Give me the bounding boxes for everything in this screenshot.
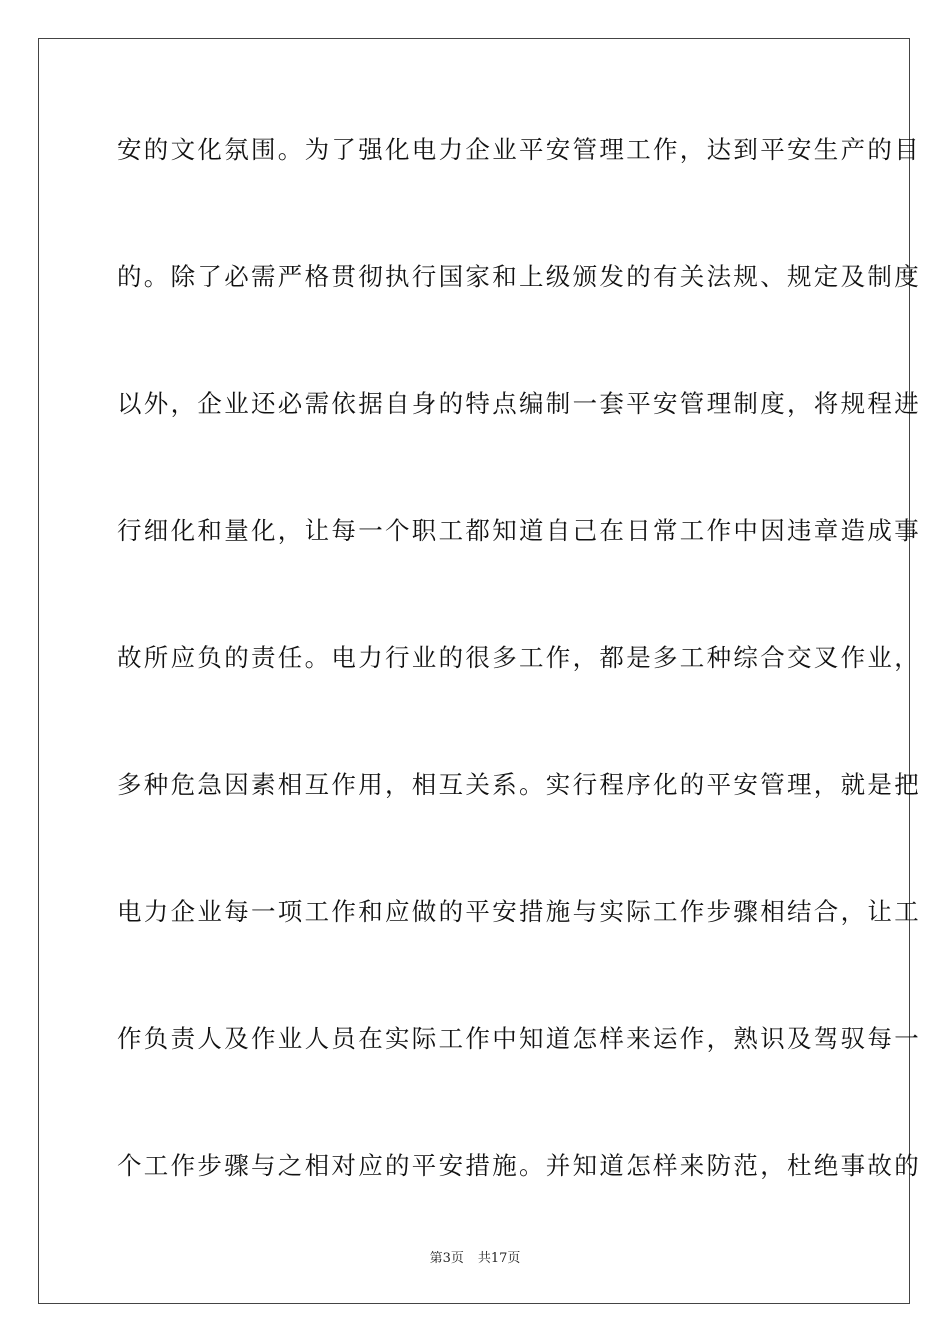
text-line: 多种危急因素相互作用，相互关系。实行程序化的平安管理，就是把 — [117, 770, 921, 799]
text-line: 故所应负的责任。电力行业的很多工作，都是多工种综合交叉作业， — [117, 643, 921, 672]
text-line: 的。除了必需严格贯彻执行国家和上级颁发的有关法规、规定及制度 — [117, 262, 921, 291]
text-line: 作负责人及作业人员在实际工作中知道怎样来运作，熟识及驾驭每一 — [117, 1024, 921, 1053]
text-line: 行细化和量化，让每一个职工都知道自己在日常工作中因违章造成事 — [117, 516, 921, 545]
document-body — [117, 125, 921, 1268]
text-line: 以外，企业还必需依据自身的特点编制一套平安管理制度，将规程进 — [117, 389, 921, 418]
page-total: 共17页 — [477, 1251, 521, 1266]
page-footer — [0, 1247, 950, 1266]
text-line: 电力企业每一项工作和应做的平安措施与实际工作步骤相结合，让工 — [117, 897, 921, 926]
page-number: 第3页 — [429, 1251, 464, 1266]
text-line: 个工作步骤与之相对应的平安措施。并知道怎样来防范，杜绝事故的 — [117, 1151, 921, 1180]
text-line: 安的文化氛围。为了强化电力企业平安管理工作，达到平安生产的目 — [117, 135, 921, 164]
